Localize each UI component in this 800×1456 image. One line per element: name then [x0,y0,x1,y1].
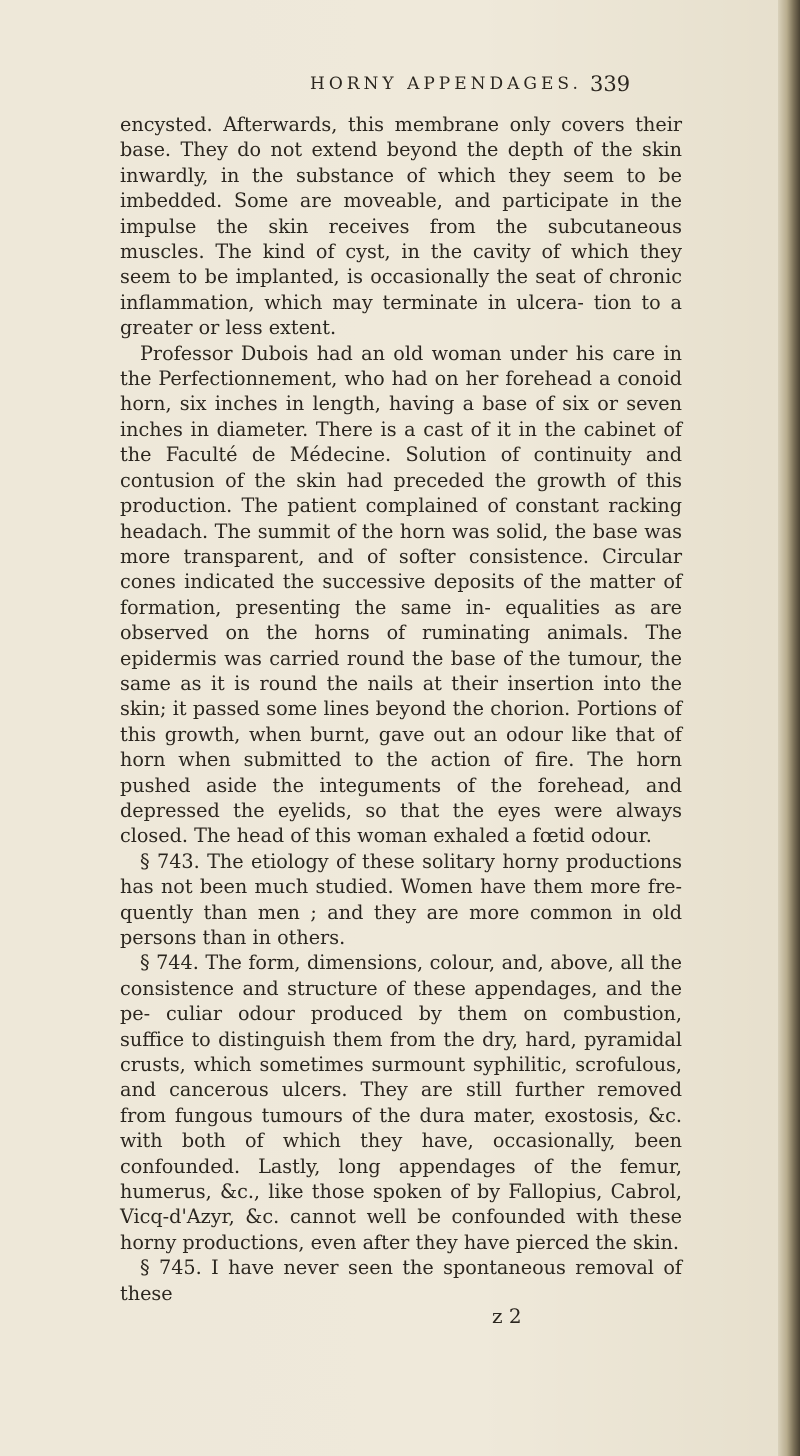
paragraph-5-section-745: § 745. I have never seen the spontaneous removal of these [120,1256,682,1305]
paragraph-2: Professor Dubois had an old woman under his care in the Perfectionnement, who had on her forehead a conoid horn, six inches in length, having a base of six or seven inches in diameter. There is a cast of it in the cabinet of the Faculté de Médecine. Solution of continuity and contusion of the skin had preceded the growth of this production. The patient complained of constant racking headach. The summit of the horn was solid, the base was more transparent, and of softer consistence. Circular cones indicated the successive deposits of the matter of formation, presenting the same in- equalities as are observed on the horns of ruminating animals. The epidermis was carried round the base of the tumour, the same as it is round the nails at their insertion into the skin; it passed some lines beyond the chorion. Portions of this growth, when burnt, gave out an odour like that of horn when submitted to the action of fire. The horn pushed aside the integuments of the forehead, and depressed the eyelids, so that the eyes were always closed. The head of this woman exhaled a fœtid odour. [120,341,682,848]
running-title: HORNY APPENDAGES. [310,74,582,94]
paragraph-1: encysted. Afterwards, this membrane only covers their base. They do not extend beyond the depth of the skin inwardly, in the substance of which they seem to be imbedded. Some are moveable, and participate in the impulse the skin receives from the subcutaneous muscles. The kind of cyst, in the cavity of which they seem to be implanted, is occasionally the seat of chronic inflammation, which may terminate in ulcera- tion to a greater or less extent. [120,113,682,340]
paragraph-3-section-743: § 743. The etiology of these solitary horny productions has not been much studied. Women have them more fre- quently than men ; and they are more common in old persons than in others. [120,849,682,949]
running-head [310,74,610,94]
body-text [120,112,682,1306]
page-number: 339 [590,72,631,96]
paragraph-4-section-744: § 744. The form, dimensions, colour, and, above, all the consistence and structure of these appendages, and the pe- culiar odour produced by them on combustion, suffice to distinguish them from the dry, hard, pyramidal crusts, which sometimes surmount syphilitic, scrofulous, and cancerous ulcers. They are still further removed from fungous tumours of the dura mater, exostosis, &c. with both of which they have, occasionally, been confounded. Lastly, long appendages of the femur, humerus, &c., like those spoken of by Fallopius, Cabrol, Vicq-d'Azyr, &c. cannot well be confounded with these horny productions, even after they have pierced the skin. [120,951,682,1254]
page-binding-edge [778,0,800,1456]
signature-mark: z 2 [492,1304,522,1328]
